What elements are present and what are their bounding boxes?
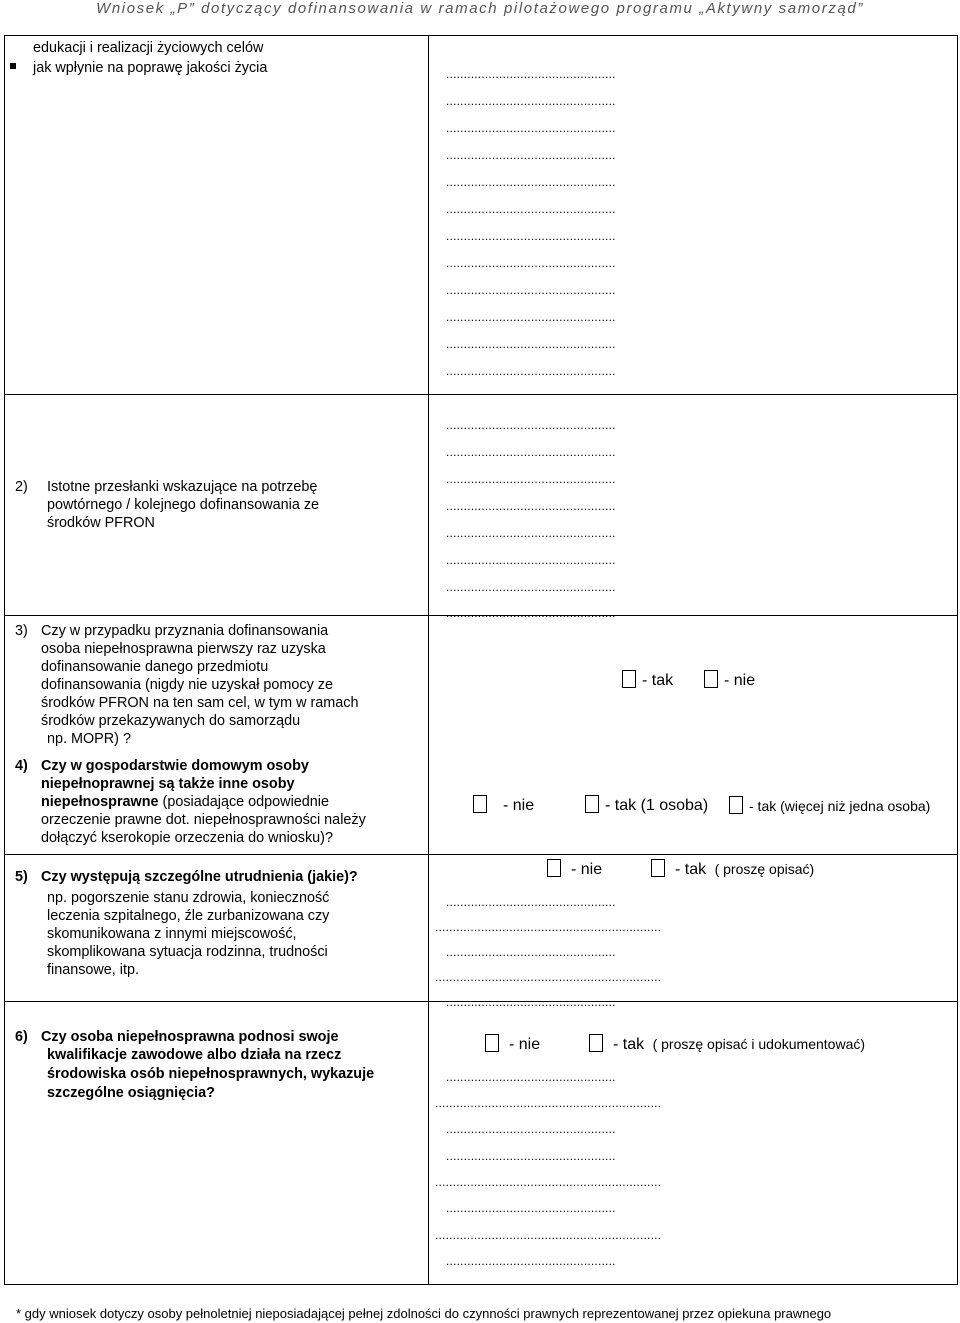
question-5 xyxy=(5,854,428,1001)
answer-dots[interactable]: ................................................ xyxy=(446,580,616,594)
answer-dots[interactable]: ................................................ xyxy=(446,606,616,620)
option-nie[interactable] xyxy=(704,670,755,691)
answer-dots[interactable]: ................................................ xyxy=(446,121,616,135)
question-3-line: osoba niepełnosprawna pierwszy raz uzyska xyxy=(41,641,326,657)
answer-dots[interactable]: ................................................ xyxy=(446,364,616,378)
option-note: ( proszę opisać i udokumentować) xyxy=(652,1036,866,1052)
checkbox-icon[interactable] xyxy=(473,795,487,813)
question-6-line: szczególne osiągnięcia? xyxy=(47,1085,215,1101)
question-5-line: np. pogorszenie stanu zdrowia, konieczność xyxy=(47,890,330,906)
checkbox-icon[interactable] xyxy=(585,795,599,813)
question-number: 2) xyxy=(15,479,28,495)
question-number: 5) xyxy=(15,869,28,885)
answer-dots[interactable]: ................................................................ xyxy=(435,920,662,934)
answer-dots[interactable]: ................................................ xyxy=(446,202,616,216)
answer-dots[interactable]: ................................................ xyxy=(446,895,616,909)
checkbox-icon[interactable] xyxy=(704,670,718,688)
form-table xyxy=(4,35,958,1285)
answer-dots[interactable]: ................................................ xyxy=(446,1254,616,1268)
answer-dots[interactable]: ................................................ xyxy=(446,553,616,567)
answer-dots[interactable]: ................................................ xyxy=(446,310,616,324)
question-3-line: Czy w przypadku przyznania dofinansowania xyxy=(41,623,329,639)
option-label: - nie xyxy=(724,672,756,689)
question-5-line: skomplikowana sytuacja rodzinna, trudności xyxy=(47,944,328,960)
question-3-line xyxy=(41,676,333,694)
question-4-line: orzeczenie prawne dot. niepełnosprawności należy xyxy=(41,812,366,828)
answer-dots[interactable]: ................................................................ xyxy=(435,1096,662,1110)
answer-dots[interactable]: ................................................ xyxy=(446,1070,616,1084)
question-4-line: niepełnoprawnej są także inne osoby xyxy=(41,776,295,792)
checkbox-icon[interactable] xyxy=(622,670,636,688)
answer-dots[interactable]: ................................................ xyxy=(446,175,616,189)
question-5-title: Czy występują szczególne utrudnienia (jakie)? xyxy=(41,869,358,885)
question-4-line: dołączyć kserokopie orzeczenia do wniosku)? xyxy=(41,830,333,846)
question-number: 6) xyxy=(15,1029,28,1045)
column-divider xyxy=(428,36,429,1284)
answer-dots[interactable]: ................................................ xyxy=(446,148,616,162)
option-label: - nie xyxy=(571,861,603,878)
question-5-line: leczenia szpitalnego, źle zurbanizowana czy xyxy=(47,908,330,924)
question-6-line: kwalifikacje zawodowe albo działa na rzecz xyxy=(47,1047,342,1063)
answer-dots[interactable]: ................................................ xyxy=(446,418,616,432)
option-tak[interactable] xyxy=(651,859,814,880)
document-header: Wniosek „P” dotyczący dofinansowania w ramach pilotażowego programu „Aktywny samorząd” xyxy=(96,0,864,17)
option-label: - nie xyxy=(509,1036,541,1053)
question-3-text: (nigdy nie uzyskał pomocy ze xyxy=(141,677,333,693)
answer-dots[interactable]: ................................................ xyxy=(446,472,616,486)
question-4 xyxy=(5,755,428,854)
question-3 xyxy=(5,615,428,755)
question-6-line: Czy osoba niepełnosprawna podnosi swoje xyxy=(41,1029,339,1045)
answer-dots[interactable]: ................................................ xyxy=(446,1201,616,1215)
option-label: - nie xyxy=(503,797,535,814)
question-4-line: Czy w gospodarstwie domowym osoby xyxy=(41,758,309,774)
answer-dots[interactable]: ................................................ xyxy=(446,1149,616,1163)
question-4-line xyxy=(41,793,329,811)
question-2-line: Istotne przesłanki wskazujące na potrzebę xyxy=(47,479,318,495)
answer-dots[interactable]: ................................................ xyxy=(446,499,616,513)
bullet-icon xyxy=(10,63,16,69)
answer-dots[interactable]: ................................................ xyxy=(446,1122,616,1136)
question-number: 4) xyxy=(15,758,28,774)
checkbox-icon[interactable] xyxy=(729,796,743,814)
answer-dots[interactable]: ................................................ xyxy=(446,283,616,297)
checkbox-icon[interactable] xyxy=(651,859,665,877)
question-2-line: środków PFRON xyxy=(47,515,155,531)
section1-line2: jak wpłynie na poprawę jakości życia xyxy=(33,60,268,76)
question-6-line: środowiska osób niepełnosprawnych, wykazuje xyxy=(47,1066,375,1082)
answer-dots[interactable]: ................................................ xyxy=(446,445,616,459)
option-note: ( proszę opisać) xyxy=(714,861,815,877)
answer-dots[interactable]: ................................................ xyxy=(446,337,616,351)
answer-dots[interactable]: ................................................................ xyxy=(435,970,662,984)
question-3-line: środków PFRON na ten sam cel, w tym w ramach xyxy=(41,695,359,711)
question-5-line: finansowe, itp. xyxy=(47,962,139,978)
question-2-line: powtórnego / kolejnego dofinansowania ze xyxy=(47,497,320,513)
question-number: 3) xyxy=(15,623,28,639)
option-label: - tak (1 osoba) xyxy=(605,797,709,814)
option-label: - tak xyxy=(675,861,707,878)
checkbox-icon[interactable] xyxy=(547,859,561,877)
option-nie[interactable] xyxy=(547,859,602,880)
answer-dots[interactable]: ................................................ xyxy=(446,256,616,270)
option-label: - tak xyxy=(613,1036,645,1053)
option-label: - tak (więcej niż jedna osoba) xyxy=(749,798,931,814)
question-6 xyxy=(5,1001,428,1284)
option-tak[interactable] xyxy=(589,1034,865,1055)
question-5-line: skomunikowana z innymi miejscowość, xyxy=(47,926,297,942)
answer-dots[interactable]: ................................................ xyxy=(446,526,616,540)
question-3-term: dofinansowania xyxy=(41,677,142,693)
question-4-term: niepełnosprawne xyxy=(41,794,159,810)
checkbox-icon[interactable] xyxy=(485,1034,499,1052)
option-tak-multi[interactable] xyxy=(729,796,930,816)
answer-dots[interactable]: ................................................ xyxy=(446,67,616,81)
answer-dots[interactable]: ................................................ xyxy=(446,995,616,1009)
answer-dots[interactable]: ................................................ xyxy=(446,94,616,108)
checkbox-icon[interactable] xyxy=(589,1034,603,1052)
question-3-line: np. MOPR) ? xyxy=(47,731,131,747)
question-3-line: środków przekazywanych do samorządu xyxy=(41,713,301,729)
section1-line1: edukacji i realizacji życiowych celów xyxy=(33,40,264,56)
option-nie[interactable] xyxy=(473,795,534,816)
answer-dots[interactable]: ................................................................ xyxy=(435,1175,662,1189)
answer-dots[interactable]: ................................................ xyxy=(446,229,616,243)
question-3-line: dofinansowanie danego przedmiotu xyxy=(41,659,269,675)
section1-text xyxy=(5,36,428,394)
option-label: - tak xyxy=(642,672,674,689)
question-2 xyxy=(5,394,428,615)
answer-dots[interactable]: ................................................................ xyxy=(435,1228,662,1242)
answer-dots[interactable]: ................................................ xyxy=(446,945,616,959)
option-tak[interactable] xyxy=(622,670,673,691)
question-4-text: (posiadające odpowiednie xyxy=(158,794,329,810)
option-nie[interactable] xyxy=(485,1034,540,1055)
footnote: * gdy wniosek dotyczy osoby pełnoletniej nieposiadającej pełnej zdolności do czynności prawnych reprezentowanej przez opiekuna prawnego xyxy=(16,1306,832,1321)
option-tak-one[interactable] xyxy=(585,795,708,816)
